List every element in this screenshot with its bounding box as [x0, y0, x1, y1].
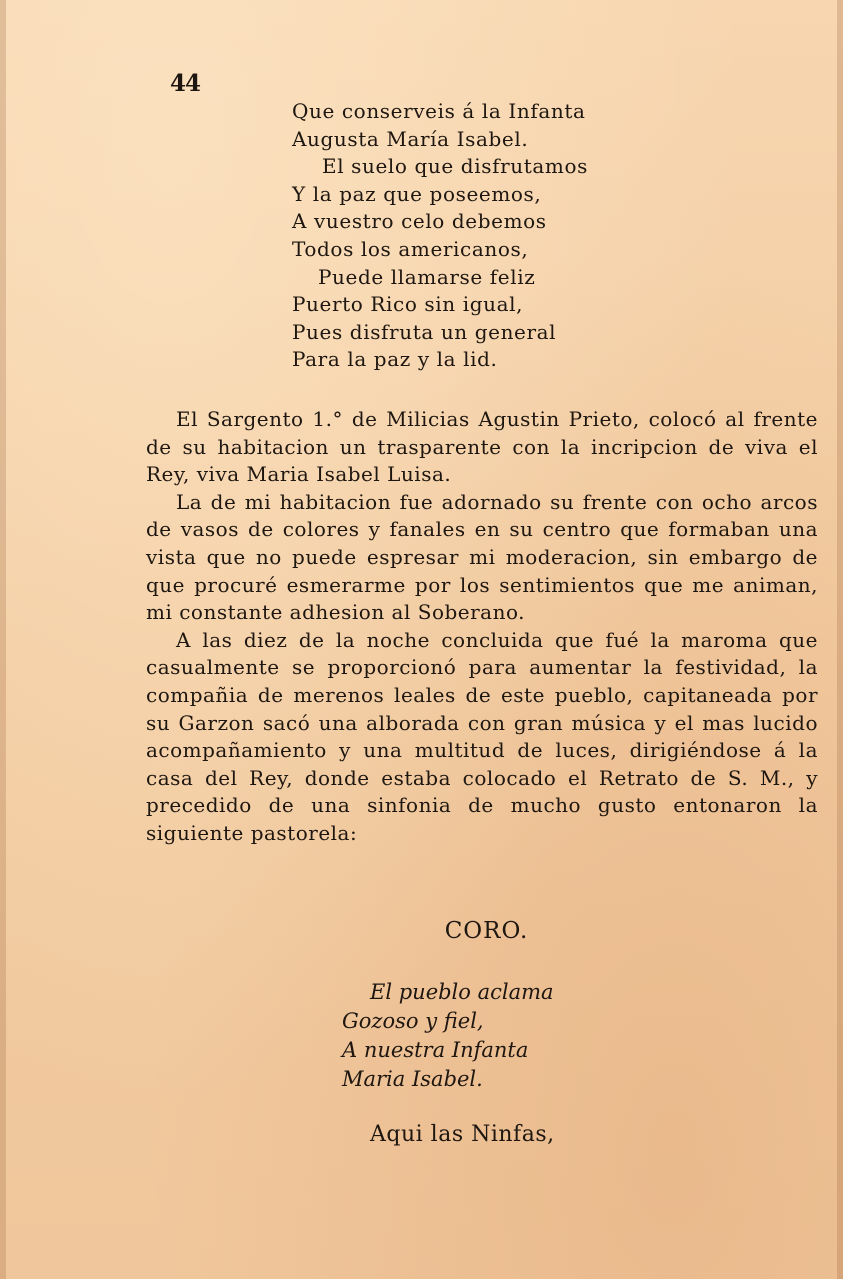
verse-line: Y la paz que poseemos, [292, 181, 542, 206]
song-line: Maria Isabel. [342, 1067, 483, 1091]
verse-block [292, 98, 588, 374]
page-edge-left [0, 0, 6, 1279]
verse-line: Puede llamarse feliz [318, 264, 536, 289]
verse-line: El suelo que disfrutamos [322, 154, 588, 179]
paragraph-habitacion: La de mi habitacion fue adornado su frente con ocho arcos de vasos de colores y fanales en su centro que formaban una vista que no puede espresar mi moderacion, sin embargo de que procuré esmerarme por los sentimientos que me animan, mi constante adhesion al Soberano. [146, 489, 818, 625]
paragraph-sargento: El Sargento 1.° de Milicias Agustin Prieto, colocó al frente de su habitacion un trasparente con la incripcion de viva el Rey, viva Maria Isabel Luisa. [146, 407, 818, 487]
closing-line: Aqui las Ninfas, [370, 1122, 555, 1147]
song-block [342, 978, 554, 1094]
coro-heading: CORO. [444, 918, 529, 944]
verse-line: Puerto Rico sin igual, [292, 292, 524, 317]
page-number: 44 [170, 70, 201, 97]
verse-line: Que conserveis á la Infanta [292, 99, 586, 123]
verse-line: Todos los americanos, [292, 236, 529, 261]
verse-line: Para la paz y la lid. [292, 347, 498, 372]
verse-line: A vuestro celo debemos [292, 209, 547, 234]
song-line: Gozoso y fiel, [342, 1009, 484, 1033]
prose-block [146, 406, 818, 848]
verse-line: Pues disfruta un general [292, 319, 557, 344]
page-edge-right [837, 0, 843, 1279]
paragraph-alborada: A las diez de la noche concluida que fué la maroma que casualmente se proporcionó para aumentar la festividad, la compañia de merenos leales de este pueblo, capitaneada por su Garzon sacó una alborada con gran música y el mas lucido acompañamiento y una multitud de luces, dirigiéndose á la casa del Rey, donde estaba colocado el Retrato de S. M., y precedido de una sinfonia de mucho gusto entonaron la siguiente pastorela: [146, 627, 818, 845]
song-line: El pueblo aclama [370, 980, 554, 1004]
song-line: A nuestra Infanta [342, 1038, 529, 1062]
verse-line: Augusta María Isabel. [292, 126, 529, 151]
